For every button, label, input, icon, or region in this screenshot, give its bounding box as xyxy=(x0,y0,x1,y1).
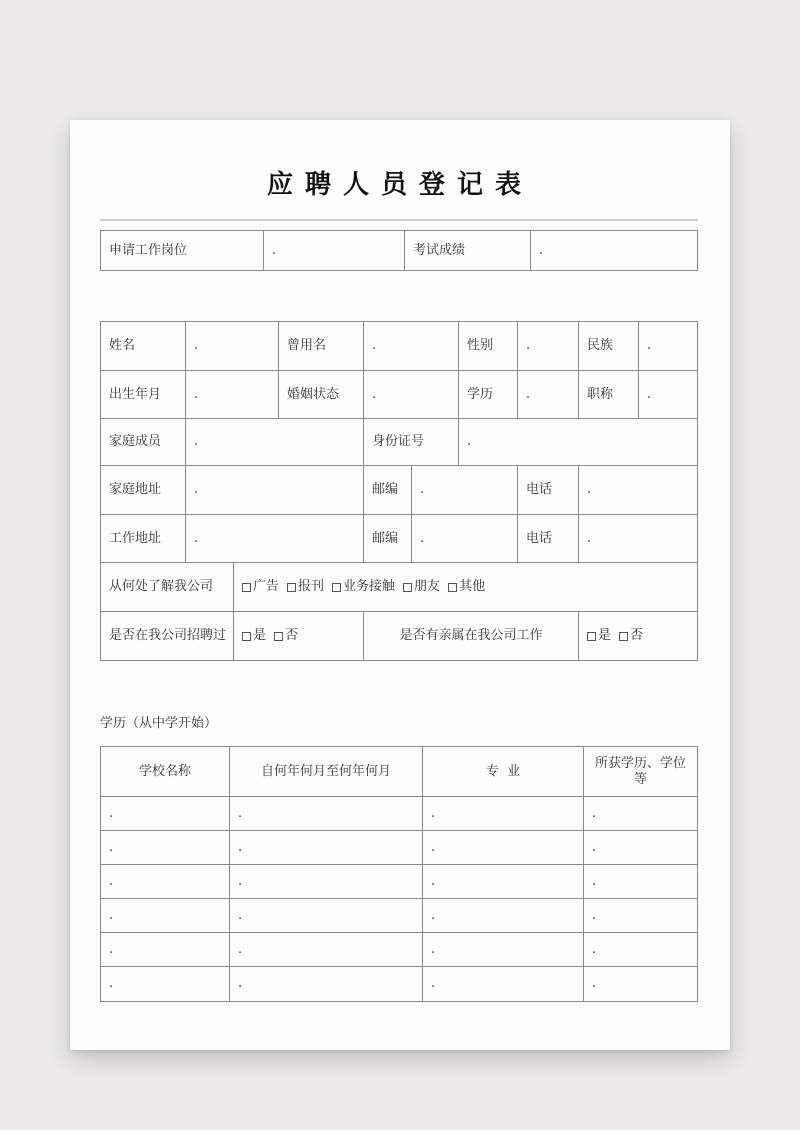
column-header-major: 专 业 xyxy=(422,746,584,797)
score-field[interactable]: . xyxy=(530,230,698,271)
table-cell-degree[interactable]: . xyxy=(583,830,698,865)
table-cell-degree[interactable]: . xyxy=(583,966,698,1002)
table-cell-school[interactable]: . xyxy=(100,796,230,831)
table-cell-degree[interactable]: . xyxy=(583,898,698,933)
relatives-yes[interactable]: 是 xyxy=(587,628,611,644)
table-cell-school[interactable]: . xyxy=(100,830,230,865)
source-option-ad[interactable]: 广告 xyxy=(242,579,279,595)
title-divider xyxy=(100,219,698,221)
table-cell-major[interactable]: . xyxy=(422,898,584,933)
table-cell-period[interactable]: . xyxy=(229,898,423,933)
work-address-label: 工作地址 xyxy=(100,514,186,563)
table-cell-major[interactable]: . xyxy=(422,966,584,1002)
job-title-label: 职称 xyxy=(578,370,639,419)
job-title-field[interactable]: . xyxy=(638,370,698,419)
column-header-school: 学校名称 xyxy=(100,746,230,797)
name-label: 姓名 xyxy=(100,321,186,371)
applied-before-options xyxy=(233,611,364,661)
applied-before-yes[interactable]: 是 xyxy=(242,628,266,644)
work-postcode-field[interactable]: . xyxy=(411,514,518,563)
home-postcode-label: 邮编 xyxy=(363,465,412,515)
birth-label: 出生年月 xyxy=(100,370,186,419)
table-cell-major[interactable]: . xyxy=(422,830,584,865)
checkbox-icon xyxy=(242,583,251,592)
table-cell-school[interactable]: . xyxy=(100,898,230,933)
checkbox-icon xyxy=(619,632,628,641)
gender-field[interactable]: . xyxy=(517,321,579,371)
family-label: 家庭成员 xyxy=(100,418,186,466)
work-address-field[interactable]: . xyxy=(185,514,364,563)
table-cell-school[interactable]: . xyxy=(100,966,230,1002)
education-field[interactable]: . xyxy=(517,370,579,419)
table-cell-degree[interactable]: . xyxy=(583,864,698,899)
applied-before-label: 是否在我公司招聘过 xyxy=(100,611,234,661)
table-cell-major[interactable]: . xyxy=(422,864,584,899)
source-label: 从何处了解我公司 xyxy=(100,562,234,612)
family-field[interactable]: . xyxy=(185,418,364,466)
table-cell-school[interactable]: . xyxy=(100,864,230,899)
source-option-business[interactable]: 业务接触 xyxy=(332,579,395,595)
education-label: 学历 xyxy=(458,370,518,419)
position-label: 申请工作岗位 xyxy=(100,230,264,271)
table-cell-school[interactable]: . xyxy=(100,932,230,967)
name-field[interactable]: . xyxy=(185,321,279,371)
source-option-other[interactable]: 其他 xyxy=(448,579,485,595)
birth-field[interactable]: . xyxy=(185,370,279,419)
home-address-field[interactable]: . xyxy=(185,465,364,515)
marital-field[interactable]: . xyxy=(363,370,459,419)
marital-label: 婚姻状态 xyxy=(278,370,364,419)
checkbox-icon xyxy=(448,583,457,592)
table-cell-period[interactable]: . xyxy=(229,932,423,967)
table-cell-period[interactable]: . xyxy=(229,864,423,899)
home-address-label: 家庭地址 xyxy=(100,465,186,515)
score-label: 考试成绩 xyxy=(404,230,531,271)
column-header-degree: 所获学历、学位等 xyxy=(583,746,698,797)
table-cell-period[interactable]: . xyxy=(229,796,423,831)
id-number-field[interactable]: . xyxy=(458,418,698,466)
table-cell-period[interactable]: . xyxy=(229,966,423,1002)
table-cell-major[interactable]: . xyxy=(422,796,584,831)
checkbox-icon xyxy=(403,583,412,592)
form-title: 应聘人员登记表 xyxy=(266,170,533,200)
gender-label: 性别 xyxy=(458,321,518,371)
relatives-label: 是否有亲属在我公司工作 xyxy=(363,611,579,661)
checkbox-icon xyxy=(287,583,296,592)
home-postcode-field[interactable]: . xyxy=(411,465,518,515)
column-header-period: 自何年何月至何年何月 xyxy=(229,746,423,797)
relatives-options xyxy=(578,611,698,661)
table-cell-major[interactable]: . xyxy=(422,932,584,967)
table-cell-degree[interactable]: . xyxy=(583,932,698,967)
source-option-friend[interactable]: 朋友 xyxy=(403,579,440,595)
home-phone-label: 电话 xyxy=(517,465,579,515)
work-phone-label: 电话 xyxy=(517,514,579,563)
source-option-newspaper[interactable]: 报刊 xyxy=(287,579,324,595)
position-field[interactable]: . xyxy=(263,230,405,271)
source-options xyxy=(233,562,698,612)
work-postcode-label: 邮编 xyxy=(363,514,412,563)
relatives-no[interactable]: 否 xyxy=(619,628,643,644)
ethnicity-field[interactable]: . xyxy=(638,321,698,371)
former-name-field[interactable]: . xyxy=(363,321,459,371)
checkbox-icon xyxy=(274,632,283,641)
education-section-title: 学历（从中学开始） xyxy=(100,716,218,731)
checkbox-icon xyxy=(242,632,251,641)
checkbox-icon xyxy=(332,583,341,592)
former-name-label: 曾用名 xyxy=(278,321,364,371)
ethnicity-label: 民族 xyxy=(578,321,639,371)
table-cell-period[interactable]: . xyxy=(229,830,423,865)
id-number-label: 身份证号 xyxy=(363,418,459,466)
work-phone-field[interactable]: . xyxy=(578,514,698,563)
table-cell-degree[interactable]: . xyxy=(583,796,698,831)
applied-before-no[interactable]: 否 xyxy=(274,628,298,644)
checkbox-icon xyxy=(587,632,596,641)
home-phone-field[interactable]: . xyxy=(578,465,698,515)
